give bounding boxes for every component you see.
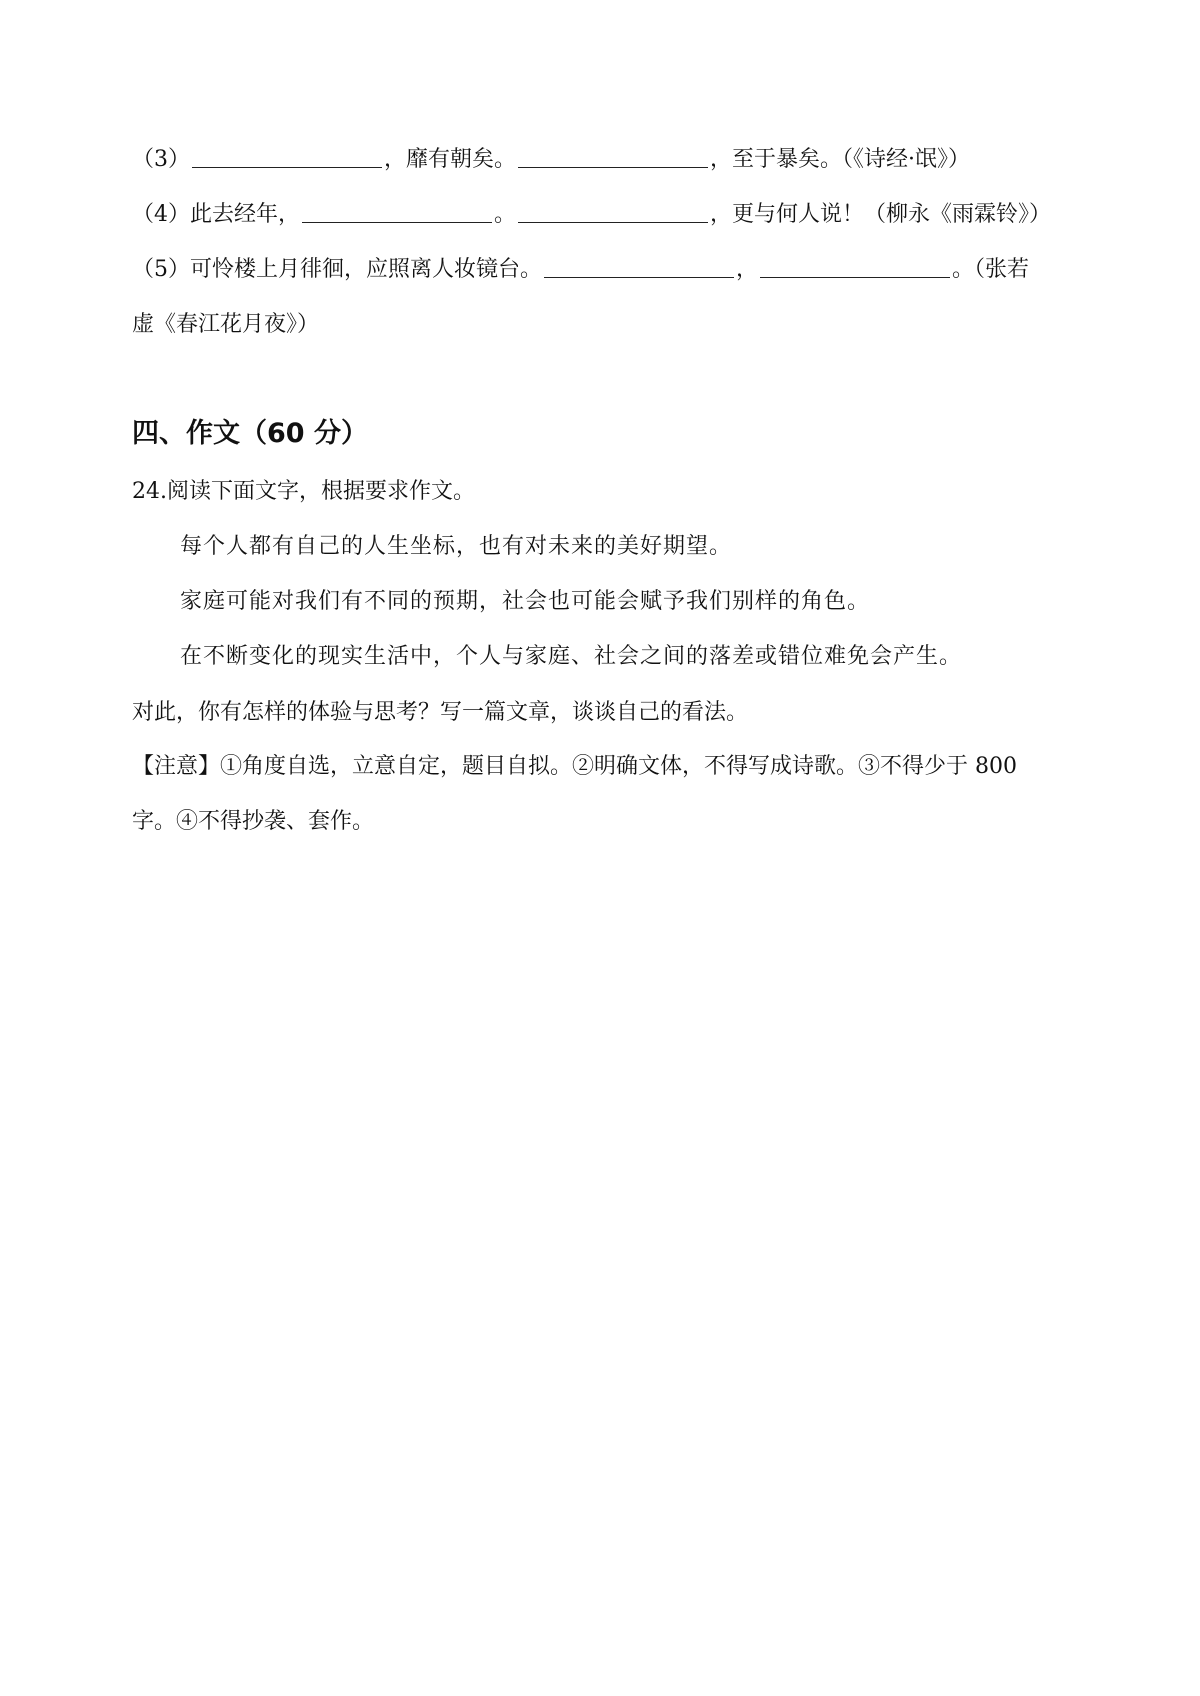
q4-text-mid: 。 bbox=[494, 202, 517, 227]
essay-notice-line-1: 【注意】①角度自选，立意自定，题目自拟。②明确文体，不得写成诗歌。③不得少于 800 bbox=[132, 754, 1017, 779]
q3-text-mid: ，靡有朝矣。 bbox=[384, 147, 517, 172]
q3-text-end: ，至于暴矣。（《诗经·氓》） bbox=[710, 147, 971, 172]
q5-text-end: 。（张若 bbox=[952, 257, 1030, 282]
q4-text-start: （4）此去经年， bbox=[132, 202, 300, 227]
section-title: 四、作文（60 分） bbox=[132, 418, 368, 449]
q4-blank-2[interactable] bbox=[518, 200, 708, 223]
q5-blank-2[interactable] bbox=[760, 255, 950, 278]
essay-prompt: 24.阅读下面文字，根据要求作文。 bbox=[132, 479, 475, 504]
q4-text-end: ，更与何人说！（柳永《雨霖铃》） bbox=[710, 202, 1052, 227]
essay-paragraph-1: 每个人都有自己的人生坐标，也有对未来的美好期望。 bbox=[180, 534, 733, 559]
essay-paragraph-2: 家庭可能对我们有不同的预期，社会也可能会赋予我们别样的角色。 bbox=[180, 589, 871, 614]
essay-notice-line-2: 字。④不得抄袭、套作。 bbox=[132, 809, 375, 834]
essay-paragraph-3: 在不断变化的现实生活中，个人与家庭、社会之间的落差或错位难免会产生。 bbox=[180, 644, 963, 669]
q5-continuation: 虚《春江花月夜》） bbox=[132, 312, 320, 337]
q3-number: （3） bbox=[132, 147, 190, 172]
q5-text-mid: ， bbox=[736, 257, 759, 282]
q5-blank-1[interactable] bbox=[544, 255, 734, 278]
q5-text-start: （5）可怜楼上月徘徊，应照离人妆镜台。 bbox=[132, 257, 542, 282]
essay-question: 对此，你有怎样的体验与思考？写一篇文章，谈谈自己的看法。 bbox=[132, 700, 749, 725]
fill-in-q5 bbox=[132, 254, 1092, 286]
q3-blank-1[interactable] bbox=[192, 145, 382, 168]
fill-in-q4 bbox=[132, 199, 1092, 231]
q4-blank-1[interactable] bbox=[302, 200, 492, 223]
q3-blank-2[interactable] bbox=[518, 145, 708, 168]
fill-in-q3 bbox=[132, 144, 1092, 176]
